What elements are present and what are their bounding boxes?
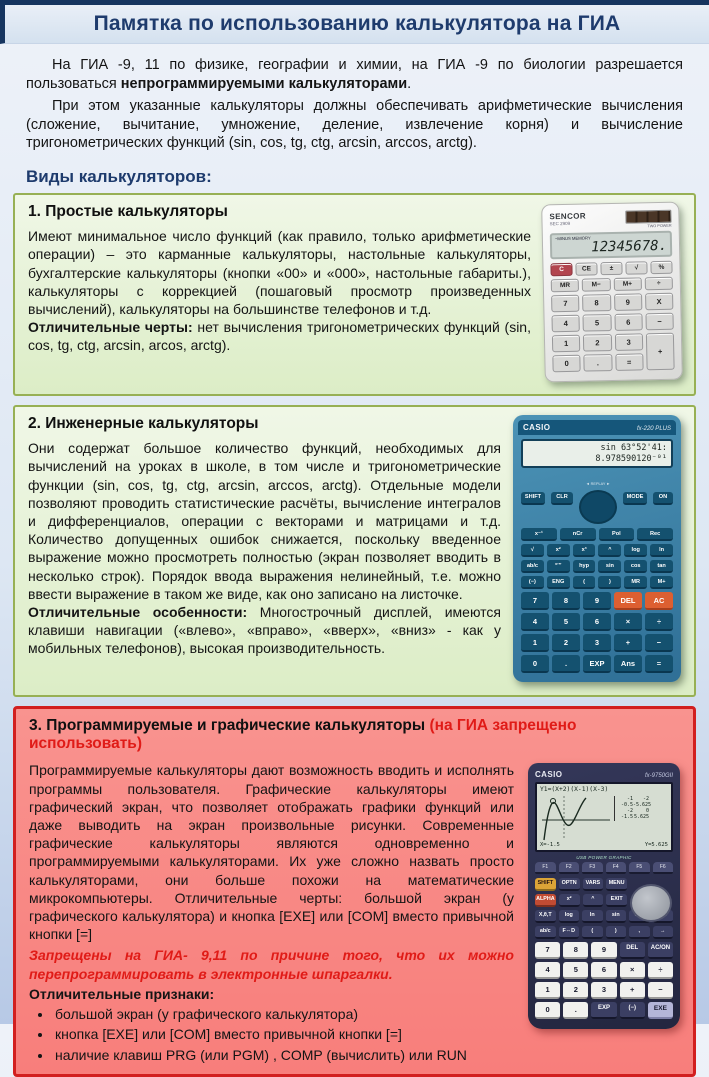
- calc1-key-row-top: [550, 261, 672, 277]
- calc2-func-key: nCr: [560, 528, 596, 541]
- calc2-key-9: 9: [583, 592, 611, 610]
- casio-fx220-calculator: [513, 415, 681, 682]
- calc3-fkey: F6: [653, 862, 674, 874]
- calc3-num-row-3: [535, 982, 673, 999]
- calc2-func-key: Rec: [637, 528, 673, 541]
- calc2-head: [518, 420, 676, 435]
- table-x: -0.5: [620, 801, 633, 808]
- section3-bullet: • большой экран (у графического калькулятора): [53, 1004, 680, 1024]
- calc2-num-key: 0: [521, 655, 549, 673]
- section1-body-text: Имеют минимальное число функций (как правило, только арифметические операции) – это карманные калькуляторы, настольные калькуляторы, бухгалтерские калькуляторы (кнопки «00» и «000», настольные габариты.), калькуляторы с коррекцией (пошаговый просмотр произведенных вычислений), калькуляторы на большинстве телефонов и т.д.: [28, 228, 531, 317]
- calc3-del-key: DEL: [620, 942, 645, 959]
- calc2-func-key: MR: [624, 576, 647, 589]
- calc3-cursor-pad: [630, 884, 672, 922]
- section2-title: 2. Инженерные калькуляторы: [28, 415, 259, 433]
- calc3-num-key: 3: [591, 982, 616, 999]
- calc3-power-key: ^: [583, 894, 604, 907]
- calc2-replay-pad: [579, 472, 617, 524]
- calc1-memory-key: M+: [613, 278, 642, 292]
- calc2-num-key: +: [614, 634, 642, 652]
- intro-paragraph-1: [26, 56, 683, 94]
- calc3-func-key: ): [606, 926, 627, 939]
- calc3-square-key: x²: [559, 894, 580, 907]
- calc2-num-row-1: [521, 592, 673, 610]
- calc1-key-minus: −: [645, 313, 674, 331]
- calc1-key-equals: =: [615, 354, 644, 372]
- calc3-function-keys: [535, 862, 673, 874]
- page-title: Памятка по использованию калькулятора на ГИА: [93, 12, 621, 35]
- calc3-brand: CASIO: [535, 770, 563, 780]
- calc1-key-percent: %: [650, 261, 672, 274]
- calc1-memory-key: M−: [582, 278, 611, 292]
- calc3-num-key: −: [648, 982, 673, 999]
- section2-body-text: Они содержат большое количество функций, необходимых для вычислений на уроках в школе, в том числе и тригонометрические функции (sin, cos, tg, ctg, arcsin, arccos, arctg). Отдельные модели позволяют проводить статистические расчёты, вычисление интегралов и дифференциалов, операции с векторами и матрицами и т.д. Количество допущенных ошибок снижается, поскольку введенное выражение можно просмотреть полностью (экран позволяет вводить в несколько строк). Порядок ввода выражения нелинейный, т.е. можно ввести выражение в таком же виде, как оно записано на листочке.: [28, 440, 501, 602]
- calc3-func-key: F⇔D: [559, 926, 580, 939]
- calc3-optn-key: OPTN: [559, 878, 580, 891]
- calc2-num-row-2: [521, 613, 673, 631]
- calc3-fkey: F1: [535, 862, 556, 874]
- calc3-ac-key: AC/ON: [648, 942, 673, 959]
- table-x: -1.5: [620, 814, 633, 821]
- calc2-num-row-4: [521, 655, 673, 673]
- calc1-display-value: 12345678.: [591, 238, 668, 256]
- calc3-fkey: F4: [606, 862, 627, 874]
- engineering-calculator-image: [513, 415, 681, 682]
- calc2-num-row-3: [521, 634, 673, 652]
- section-simple-calculators: [13, 193, 696, 396]
- calc2-func-key: M+: [650, 576, 673, 589]
- calc3-num-row-1: [535, 942, 673, 959]
- calc1-model: SEC 2909: [549, 221, 571, 227]
- section1-features-label: Отличительные черты:: [28, 319, 193, 336]
- calc2-num-key: EXP: [583, 655, 611, 673]
- calc1-key-zero: 0: [552, 355, 581, 373]
- calc2-func-key: cos: [624, 560, 647, 573]
- calc2-num-key: ×: [614, 613, 642, 631]
- section3-body: Программируемые калькуляторы дают возможность вводить и исполнять программы пользователя. Графические калькуляторы имеют графический экран, что позволяет отображать графики функций или даже выводить на экран произвольные рисунки. Современные графические калькуляторы являются одновременно и программируемыми калькуляторами. Их уже сложно назвать просто калькуляторами, они больше похожи на математические микрокомпьютеры. Отличительные черты: большой экран (у графического калькулятора) и кнопка [EXE] или [COM] вместо привычной кнопки [=]: [29, 762, 514, 943]
- calc1-key-dot: .: [584, 354, 613, 372]
- calc2-num-key: Ans: [614, 655, 642, 673]
- section3-title-banned: (на ГИА запрещено использовать): [29, 717, 577, 753]
- table-x: -2: [626, 808, 633, 815]
- calc2-func-key: log: [624, 544, 647, 557]
- section1-features-text: нет вычисления тригонометрических функций (sin, cos, tg, ctg, arcsin, arcos, arctg).: [28, 319, 531, 354]
- calc2-num-key: 1: [521, 634, 549, 652]
- cubic-graph: [540, 794, 612, 842]
- calc1-key: 9: [614, 294, 643, 312]
- calc2-func-key: hyp: [573, 560, 596, 573]
- calc2-func-key: (−): [521, 576, 544, 589]
- calc3-exit-key: EXIT: [606, 894, 627, 907]
- intro-block: [0, 44, 709, 153]
- table-y: -5.625: [633, 801, 652, 808]
- calc3-fkey: F5: [629, 862, 650, 874]
- calc2-nav-row: [521, 472, 673, 524]
- calc3-num-key: 4: [535, 962, 560, 979]
- calc3-paren-row: [535, 926, 673, 939]
- calc3-num-row-2: [535, 962, 673, 979]
- intro-paragraph-2: При этом указанные калькуляторы должны обеспечивать арифметические вычисления (сложение, вычитание, умножение, деление, извлечение корня) и вычисление тригонометрических функций (sin, cos, tg, ctg, arcsin, arccos, arctg).: [26, 97, 683, 152]
- calc3-alpha-key: ALPHA: [535, 894, 556, 907]
- calc3-num-row-4: [535, 1002, 673, 1019]
- calc2-replay-label: ◄ REPLAY ►: [585, 482, 611, 487]
- calc3-head: [535, 770, 673, 779]
- calc3-num-key: ÷: [648, 962, 673, 979]
- section-programmable-calculators: [13, 706, 696, 1077]
- calc3-func-key: →: [653, 926, 674, 939]
- calc2-ac-key: AC: [645, 592, 673, 610]
- calc2-display-line1: sin 63°52'41:: [600, 443, 667, 454]
- calc3-key-zero: 0: [535, 1002, 560, 1019]
- calc1-numpad: [551, 293, 675, 373]
- calc2-func-row-1: [521, 528, 673, 541]
- calc2-func-key: sin: [598, 560, 621, 573]
- calc1-key-ce: CE: [575, 263, 597, 276]
- section3-title: [29, 717, 680, 753]
- calc3-table-row: [617, 814, 649, 820]
- calc2-model: fx-220 PLUS: [636, 426, 671, 433]
- calc2-brand: CASIO: [523, 423, 551, 433]
- calc1-branding: [549, 212, 586, 227]
- section3-bullet: • наличие клавиш PRG (или PGM) , COMP (вычислить) или RUN: [53, 1045, 680, 1065]
- calc3-fkey: F2: [559, 862, 580, 874]
- calc3-exe-key: EXE: [648, 1002, 673, 1019]
- calc3-screen-expression: Y1=(X+2)(X-1)(X-3): [540, 786, 609, 794]
- calc2-num-key: 3: [583, 634, 611, 652]
- calc1-key-plus: +: [646, 333, 675, 371]
- calc3-screen-middle: [540, 794, 668, 842]
- calc3-menu-key: MENU: [606, 878, 627, 891]
- calc2-num-key: =: [645, 655, 673, 673]
- calc2-func-key: x²: [547, 544, 570, 557]
- calc2-del-key: DEL: [614, 592, 642, 610]
- calc2-func-key: x³: [573, 544, 596, 557]
- calc3-func-key: ab/c: [535, 926, 556, 939]
- calc3-num-key: 5: [563, 962, 588, 979]
- calc1-key: 5: [583, 314, 612, 332]
- sencor-calculator: [541, 202, 683, 383]
- calc2-mode-key: MODE: [623, 492, 647, 505]
- calc1-key: 6: [614, 314, 643, 332]
- calc3-usb-label: USB POWER GRAPHIC: [576, 854, 632, 860]
- calc3-exp-key: EXP: [591, 1002, 616, 1019]
- calc3-x-value: X=-1.5: [540, 841, 560, 848]
- calc3-func-key: ln: [582, 910, 603, 923]
- calc2-func-key: ): [598, 576, 621, 589]
- section1-title: 1. Простые калькуляторы: [28, 203, 228, 221]
- calc2-func-key: ENG: [547, 576, 570, 589]
- calc2-display: [521, 439, 673, 468]
- calc1-key: 3: [614, 334, 643, 352]
- calc3-key-9: 9: [591, 942, 616, 959]
- calc3-value-table: [614, 795, 652, 821]
- calc3-func-key: sin: [606, 910, 627, 923]
- calc1-key: 4: [551, 315, 580, 333]
- calc3-key-7: 7: [535, 942, 560, 959]
- calc2-num-key: 6: [583, 613, 611, 631]
- calc2-num-key: 2: [552, 634, 580, 652]
- calc2-func-key: °’”: [547, 560, 570, 573]
- calc2-num-key: −: [645, 634, 673, 652]
- section3-banned-note: Запрещены на ГИА- 9,11 по причине того, что их можно перепрограммировать в электронные шпаргалки.: [29, 947, 514, 983]
- calc3-num-key: 2: [563, 982, 588, 999]
- calc2-num-key: .: [552, 655, 580, 673]
- table-y: 0: [645, 808, 649, 815]
- title-band: [0, 5, 709, 44]
- calc3-row-alpha: [535, 894, 627, 907]
- calc2-func-key: (: [573, 576, 596, 589]
- kinds-heading: Виды калькуляторов:: [26, 167, 212, 187]
- calc2-shift-key: SHIFT: [521, 492, 545, 505]
- intro-p1-text: На ГИА -9, 11 по физике, географии и химии, на ГИА -9 по биологии разрешается пользоваться: [26, 57, 683, 92]
- section3-signs-label: Отличительные признаки:: [29, 986, 215, 1003]
- calc3-key-8: 8: [563, 942, 588, 959]
- calc1-brand: SENCOR: [549, 211, 587, 222]
- casio-fx9750-calculator: [528, 763, 680, 1028]
- intro-p1-end: .: [407, 75, 412, 92]
- calc1-key: 7: [551, 295, 580, 313]
- calc2-func-key: ab/c: [521, 560, 544, 573]
- calc1-key-plusminus: ±: [600, 262, 622, 275]
- simple-calculator-image: [543, 203, 681, 381]
- calc1-key: 2: [583, 334, 612, 352]
- calc2-key-8: 8: [552, 592, 580, 610]
- calc2-func-key: √: [521, 544, 544, 557]
- calc2-func-key: ^: [598, 544, 621, 557]
- calc1-key: 1: [552, 335, 581, 353]
- section2-features-text: Многострочный дисплей, имеются клавиши навигации («влево», «вправо», «вверх», «вниз» - как у мобильных телефонов), высокая производительность.: [28, 603, 501, 657]
- calc2-key-7: 7: [521, 592, 549, 610]
- calc1-memory-key: ÷: [644, 277, 673, 291]
- section-engineering-calculators: [13, 405, 696, 697]
- table-y: -2: [642, 795, 649, 802]
- table-x: -1: [626, 795, 633, 802]
- calc3-func-key: ,: [629, 926, 650, 939]
- calc3-func-key: (: [582, 926, 603, 939]
- calc3-key-dot: .: [563, 1002, 588, 1019]
- calc3-num-key: 6: [591, 962, 616, 979]
- calc3-screen: [535, 782, 673, 851]
- calc1-solar-area: [625, 210, 671, 229]
- section2-features-label: Отличительные особенности:: [28, 603, 248, 620]
- calc3-num-key: +: [620, 982, 645, 999]
- graphing-calculator-image: [528, 763, 680, 1028]
- table-y: 5.625: [633, 814, 649, 821]
- section3-title-main: 3. Программируемые и графические калькуляторы: [29, 717, 430, 735]
- calc3-neg-key: (−): [620, 1002, 645, 1019]
- calc2-num-key: 5: [552, 613, 580, 631]
- calc3-keypad: [535, 862, 673, 1019]
- calc3-model: fx-9750GII: [644, 773, 673, 780]
- calc3-screen-coords: [540, 842, 668, 848]
- calc2-func-key: ln: [650, 544, 673, 557]
- solar-panel: [625, 210, 671, 224]
- calc1-top: [549, 210, 671, 231]
- calc3-num-key: 1: [535, 982, 560, 999]
- intro-p1-bold: непрограммируемыми калькуляторами: [120, 75, 408, 92]
- calc2-display-line2: 8.978590120⁻⁰¹: [595, 453, 667, 464]
- calc1-memory-key: MR: [551, 279, 580, 293]
- section3-bullet: • кнопка [EXE] или [COM] вместо привычной кнопки [=]: [53, 1024, 680, 1044]
- calc3-row-shift: [535, 878, 627, 891]
- calc2-num-key: 4: [521, 613, 549, 631]
- calc2-func-key: tan: [650, 560, 673, 573]
- calc2-func-row-2: [521, 544, 673, 557]
- calc2-cursor-pad: [579, 490, 617, 524]
- calc2-on-key: ON: [653, 492, 673, 505]
- calc1-key-row-memory: [551, 277, 673, 293]
- calc2-func-row-4: [521, 576, 673, 589]
- calc1-key-sqrt: √: [625, 261, 647, 274]
- calc2-func-row-3: [521, 560, 673, 573]
- calc2-clr-key: CLR: [551, 492, 573, 505]
- calc3-func-key: X,θ,T: [535, 910, 556, 923]
- calc2-func-key: Pol: [599, 528, 635, 541]
- calc2-num-key: ÷: [645, 613, 673, 631]
- calc1-power-label: TWO POWER: [647, 223, 672, 229]
- calc3-vars-key: VARS: [583, 878, 604, 891]
- calc2-func-key: x⁻¹: [521, 528, 557, 541]
- calc3-fkey: F3: [582, 862, 603, 874]
- calc3-y-value: Y=5.625: [644, 841, 668, 848]
- calc1-key-c: C: [550, 263, 572, 276]
- calc1-key: 8: [582, 294, 611, 312]
- calc3-num-key: ×: [620, 962, 645, 979]
- calc1-display: [550, 231, 673, 260]
- calc1-key-multiply: X: [645, 293, 674, 311]
- calc3-func-key: log: [559, 910, 580, 923]
- calc1-display-flags: −MINUS MEMORY: [554, 235, 591, 242]
- calc3-shift-key: SHIFT: [535, 878, 556, 891]
